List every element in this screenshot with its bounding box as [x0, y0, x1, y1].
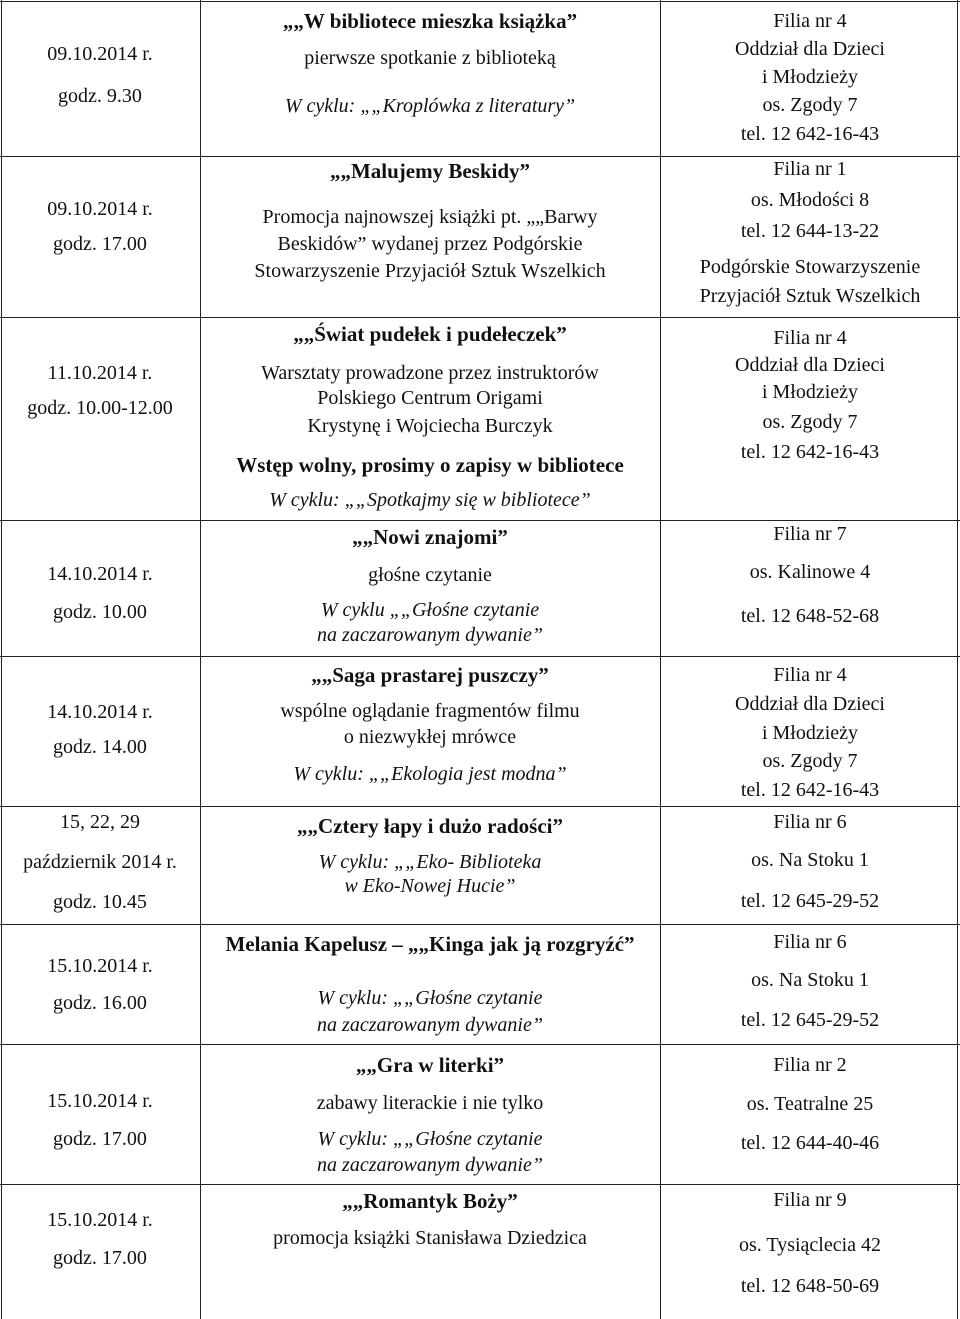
row-divider — [0, 1184, 960, 1185]
event-location-line: os. Zgody 7 — [762, 411, 858, 433]
event-title: „„Cztery łapy i dużo radości” — [297, 814, 563, 838]
event-location-line: Filia nr 4 — [773, 664, 847, 686]
event-date-line: 14.10.2014 r. — [47, 563, 153, 585]
event-title: „„Świat pudełek i pudełeczek” — [293, 322, 567, 346]
event-location-line: tel. 12 645-29-52 — [740, 1009, 880, 1031]
event-location-line: Filia nr 4 — [773, 10, 847, 32]
event-description: Polskiego Centrum Origami — [317, 387, 543, 409]
table-border-top — [0, 1, 960, 2]
event-series: na zaczarowanym dywanie” — [317, 624, 543, 646]
event-date-line: godz. 17.00 — [53, 233, 147, 255]
event-series: W cyklu: „„Spotkajmy się w bibliotece” — [269, 489, 591, 511]
event-date-line: godz. 16.00 — [53, 992, 147, 1014]
event-date-line: październik 2014 r. — [23, 851, 177, 873]
event-location-line: os. Teatralne 25 — [746, 1093, 874, 1115]
event-date-line: godz. 10.45 — [53, 891, 147, 913]
event-title: „„W bibliotece mieszka książka” — [282, 9, 578, 33]
event-series: w Eko-Nowej Hucie” — [344, 875, 516, 897]
event-description: wspólne oglądanie fragmentów filmu — [280, 700, 580, 722]
event-description: promocja książki Stanisława Dziedzica — [273, 1227, 587, 1249]
event-description: zabawy literackie i nie tylko — [316, 1092, 544, 1114]
event-date-line: 09.10.2014 r. — [47, 198, 153, 220]
event-location-line: os. Zgody 7 — [762, 750, 858, 772]
event-date-line: 15.10.2014 r. — [47, 1209, 153, 1231]
event-date-line: 11.10.2014 r. — [47, 362, 153, 384]
event-date-line: 09.10.2014 r. — [47, 43, 153, 65]
event-title: „„Romantyk Boży” — [342, 1189, 518, 1213]
event-location-line: i Młodzieży — [761, 381, 859, 403]
event-series: na zaczarowanym dywanie” — [317, 1154, 543, 1176]
event-location-line: os. Zgody 7 — [762, 94, 858, 116]
event-description: Krystynę i Wojciecha Burczyk — [307, 415, 553, 437]
event-date-line: 15, 22, 29 — [60, 811, 140, 833]
event-date-line: godz. 17.00 — [53, 1247, 147, 1269]
event-series: W cyklu „„Głośne czytanie — [320, 599, 540, 621]
column-divider-date — [200, 0, 201, 1319]
event-location-line: tel. 12 642-16-43 — [740, 123, 880, 145]
event-series: W cyklu: „„Eko- Biblioteka — [318, 851, 542, 873]
event-date-line: 15.10.2014 r. — [47, 1090, 153, 1112]
event-location-line: i Młodzieży — [761, 66, 859, 88]
event-location-line: Oddział dla Dzieci — [735, 693, 885, 715]
row-divider — [0, 924, 960, 925]
event-series: W cyklu: „„Głośne czytanie — [317, 987, 543, 1009]
event-location-line: Podgórskie Stowarzyszenie — [699, 256, 921, 278]
row-divider — [0, 806, 960, 807]
event-location-line: tel. 12 642-16-43 — [740, 441, 880, 463]
event-title: Melania Kapelusz – „„Kinga jak ją rozgryźć” — [225, 932, 635, 956]
event-description: głośne czytanie — [368, 564, 492, 586]
event-description: Warsztaty prowadzone przez instruktorów — [261, 362, 599, 384]
event-location-line: Przyjaciół Sztuk Wszelkich — [699, 285, 921, 307]
row-divider — [0, 1044, 960, 1045]
row-divider — [0, 317, 960, 318]
event-description: Beskidów” wydanej przez Podgórskie — [277, 233, 583, 255]
event-title: „„Malujemy Beskidy” — [329, 159, 531, 183]
event-location-line: os. Na Stoku 1 — [751, 969, 869, 991]
event-title: „„Gra w literki” — [355, 1053, 505, 1077]
event-series: W cyklu: „„Głośne czytanie — [317, 1128, 543, 1150]
event-location-line: os. Na Stoku 1 — [751, 849, 869, 871]
event-location-line: tel. 12 648-52-68 — [740, 605, 880, 627]
event-description: Promocja najnowszej książki pt. „„Barwy — [262, 206, 598, 228]
event-description: Stowarzyszenie Przyjaciół Sztuk Wszelkich — [254, 260, 606, 282]
event-location-line: Filia nr 6 — [773, 811, 847, 833]
event-location-line: os. Kalinowe 4 — [749, 561, 871, 583]
event-location-line: Oddział dla Dzieci — [735, 354, 885, 376]
event-location-line: Filia nr 4 — [773, 327, 847, 349]
event-date-line: 14.10.2014 r. — [47, 701, 153, 723]
event-location-line: Filia nr 2 — [773, 1054, 847, 1076]
row-divider — [0, 656, 960, 657]
event-location-line: tel. 12 648-50-69 — [740, 1275, 880, 1297]
event-description: o niezwykłej mrówce — [343, 726, 517, 748]
event-title: Wstęp wolny, prosimy o zapisy w bibliotece — [236, 453, 624, 477]
event-location-line: tel. 12 642-16-43 — [740, 779, 880, 801]
event-location-line: tel. 12 645-29-52 — [740, 890, 880, 912]
event-title: „„Saga prastarej puszczy” — [311, 663, 549, 687]
event-location-line: tel. 12 644-13-22 — [740, 220, 880, 242]
row-divider — [0, 520, 960, 521]
event-date-line: 15.10.2014 r. — [47, 955, 153, 977]
event-date-line: godz. 10.00 — [53, 601, 147, 623]
event-date-line: godz. 9.30 — [58, 85, 142, 107]
event-location-line: Filia nr 6 — [773, 931, 847, 953]
event-location-line: i Młodzieży — [761, 722, 859, 744]
event-location-line: os. Młodości 8 — [750, 189, 870, 211]
event-description: pierwsze spotkanie z biblioteką — [304, 47, 556, 69]
event-date-line: godz. 17.00 — [53, 1128, 147, 1150]
event-title: „„Nowi znajomi” — [352, 525, 508, 549]
event-date-line: godz. 10.00-12.00 — [27, 397, 173, 419]
event-location-line: os. Tysiąclecia 42 — [738, 1234, 882, 1256]
event-location-line: tel. 12 644-40-46 — [740, 1132, 880, 1154]
event-location-line: Filia nr 7 — [773, 523, 847, 545]
event-location-line: Filia nr 9 — [773, 1189, 847, 1211]
event-series: na zaczarowanym dywanie” — [317, 1014, 543, 1036]
event-location-line: Oddział dla Dzieci — [735, 38, 885, 60]
event-series: W cyklu: „„Kroplówka z literatury” — [284, 95, 576, 117]
event-date-line: godz. 14.00 — [53, 736, 147, 758]
event-location-line: Filia nr 1 — [773, 158, 847, 180]
event-series: W cyklu: „„Ekologia jest modna” — [293, 763, 567, 785]
